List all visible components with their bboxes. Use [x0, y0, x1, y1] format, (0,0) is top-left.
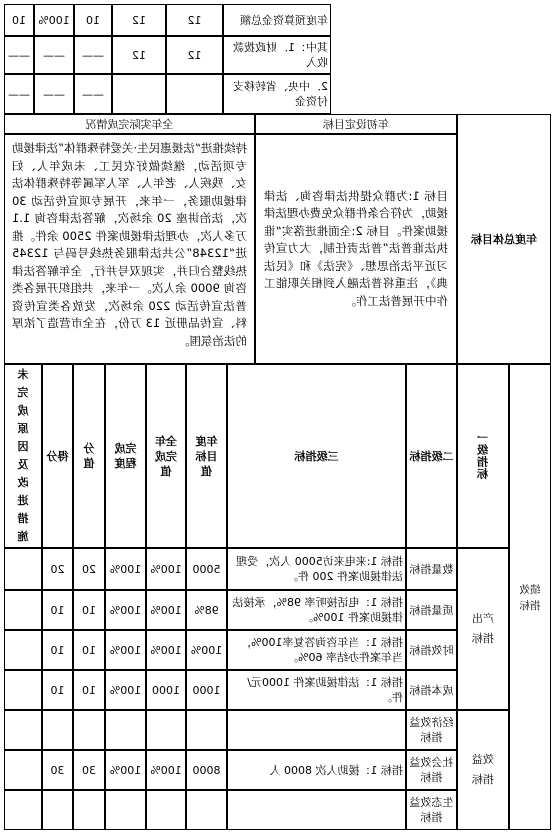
budget-row-3-col4: —— [34, 74, 74, 114]
row-level2: 成本指标 [406, 670, 457, 710]
budget-row-3-col2 [112, 74, 166, 114]
budget-row-2-col2: 12 [112, 36, 166, 74]
row-actual [146, 710, 186, 750]
row-reason [4, 590, 42, 630]
perf-indicator-label: 绩效指标 [519, 584, 541, 612]
perf-indicator-label-area [509, 548, 551, 648]
row-score [42, 790, 73, 830]
row-target [186, 710, 227, 750]
level3-header: 三级指标 [227, 364, 406, 548]
actual-header [146, 364, 186, 548]
actual-completion-text: 持续推进“法援惠民生·关爱特殊群体”法律援助专项活动，继续做好农民工、未成年人、妇女、残疾人、老年人、军人军属等特殊群体法律援助服务，一年来，开展专项宣传活动 30 次，法治讲座 20 余场次，解答法律咨询 1.1 万多人次，办理法律援助案件 2500 余件。推进“12348”公共法律服务热线号码与 12345 热线整合归并，实现双号并行，全年解答法律咨询 9000 余人次。一年来，共组织开展各类普法宣传活动 220 余场次，发放各类宣传资料、宣传品册近 13 万份，在全市营造了浓厚的法治氛围。 [12, 141, 247, 348]
row-weight: 10 [73, 670, 105, 710]
row-target: 8000 [186, 750, 227, 790]
row-actual: 100% [146, 750, 186, 790]
row-actual: 100% [146, 548, 186, 590]
row-level2: 生态效益指标 [406, 790, 457, 830]
row-level3 [227, 790, 406, 830]
actual-header-text: 全年完成值 [155, 434, 177, 478]
row-level3 [227, 710, 406, 750]
row-rate [105, 790, 146, 830]
row-target: 100% [186, 630, 227, 670]
row-level3: 指标 1：当年咨询答复率100%，当年案件办结率 60%。 [227, 630, 406, 670]
row-weight: 30 [73, 750, 105, 790]
row-actual [146, 790, 186, 830]
row-level3: 指标 1:来电来访5000 人次，受理法律援助案件 200 件。 [227, 548, 406, 590]
actual-completion-cell [4, 134, 255, 364]
planned-target-header: 年初设定目标 [255, 114, 457, 134]
row-actual: 100% [146, 630, 186, 670]
budget-row-1-col1: 12 [166, 4, 223, 36]
benefit-indicator-label-cell [457, 710, 509, 830]
budget-row-2-col3: —— [74, 36, 112, 74]
row-target: 98% [186, 590, 227, 630]
budget-row-1-label: 年度预算资金总额 [223, 4, 331, 36]
row-level2: 数量指标 [406, 548, 457, 590]
row-weight: 10 [73, 590, 105, 630]
reason-header-text: 未完成原因及改进措施 [17, 368, 29, 543]
row-target: 5000 [186, 548, 227, 590]
row-reason [4, 750, 42, 790]
row-rate: 100% [105, 630, 146, 670]
score-header: 得分 [42, 364, 73, 548]
row-level2: 时效指标 [406, 630, 457, 670]
row-level2: 经济效益指标 [406, 710, 457, 750]
row-target: 1000 [186, 670, 227, 710]
row-rate: 100% [105, 548, 146, 590]
budget-row-3-label: 2．中央、省转移支付资金 [223, 74, 331, 114]
planned-target-cell [255, 134, 457, 364]
row-reason [4, 790, 42, 830]
row-level3: 指标 1：援助人次 8000 人 [227, 750, 406, 790]
row-score: 10 [42, 630, 73, 670]
budget-row-2-label: 其中：1．财政拨款收入 [223, 36, 331, 74]
row-reason [4, 548, 42, 590]
budget-row-2-col4: —— [34, 36, 74, 74]
level1-header-text: 一级指标 [476, 432, 490, 480]
row-weight: 20 [73, 548, 105, 590]
weight-header-text: 分值 [83, 442, 95, 470]
row-score: 10 [42, 670, 73, 710]
budget-row-3-col1 [166, 74, 223, 114]
row-score: 10 [42, 590, 73, 630]
row-rate: 100% [105, 750, 146, 790]
budget-row-1-col5: 10 [4, 4, 34, 36]
planned-target-text: 目标 1:为群众提供法律咨询、法律援助，为符合条件群众免费办理法律援助案件。目标 2:全面推进落实“谁执法谁普法”普法责任制，大力宣传习近平法治思想、《宪法》和《民法典》，注重将普法融入到相关职能工作中开展普法工作。 [264, 188, 448, 308]
output-indicator-label: 产出指标 [472, 612, 494, 645]
row-level3: 指标 1：电话接听率 98%，承接法律援助案件 100%。 [227, 590, 406, 630]
row-reason [4, 710, 42, 750]
budget-row-3-col3: —— [74, 74, 112, 114]
weight-header [73, 364, 105, 548]
budget-row-2-col1: 12 [166, 36, 223, 74]
output-indicator-label-cell [457, 548, 509, 710]
row-weight [73, 710, 105, 750]
row-actual: 1000 [146, 670, 186, 710]
row-score: 20 [42, 548, 73, 590]
rate-header-text: 完成程度 [114, 442, 137, 470]
row-actual: 100% [146, 590, 186, 630]
target-header [186, 364, 227, 548]
row-rate: 100% [105, 670, 146, 710]
row-reason [4, 630, 42, 670]
budget-row-1-col2: 12 [112, 4, 166, 36]
row-rate [105, 710, 146, 750]
budget-row-3-col5: —— [4, 74, 34, 114]
row-score: 30 [42, 750, 73, 790]
row-weight: 10 [73, 630, 105, 670]
row-level3: 指标 1：法律援助案件 1000元/件。 [227, 670, 406, 710]
budget-row-2-col5: —— [4, 36, 34, 74]
budget-row-1-col4: 100% [34, 4, 74, 36]
reason-header [4, 364, 42, 548]
overall-target-label: 年度总体目标 [457, 114, 551, 364]
row-level2: 质量指标 [406, 590, 457, 630]
actual-completion-header: 全年实际完成情况 [4, 114, 255, 134]
benefit-indicator-label: 效益指标 [472, 753, 494, 786]
rate-header [105, 364, 146, 548]
row-rate: 100% [105, 590, 146, 630]
level2-header: 二级指标 [406, 364, 457, 548]
row-target [186, 790, 227, 830]
row-reason [4, 670, 42, 710]
budget-row-1-col3: 10 [74, 4, 112, 36]
target-header-text: 年度目标值 [195, 434, 218, 478]
row-weight [73, 790, 105, 830]
row-level2: 社会效益指标 [406, 750, 457, 790]
level1-header [457, 364, 509, 548]
row-score [42, 710, 73, 750]
